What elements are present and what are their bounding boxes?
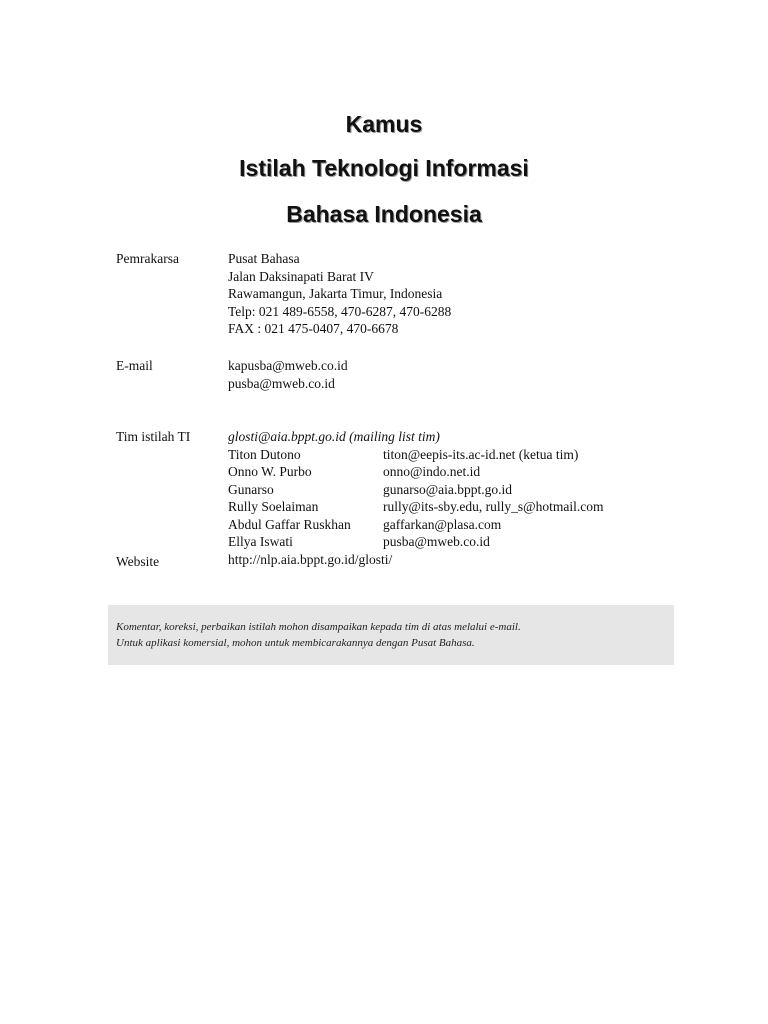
email-address[interactable]: kapusba@mweb.co.id: [228, 358, 348, 373]
mailing-list[interactable]: glosti@aia.bppt.go.id (mailing list tim): [228, 429, 440, 444]
pemrakarsa-line: Telp: 021 489-6558, 470-6287, 470-6288: [228, 303, 452, 319]
email-label: E-mail: [116, 358, 153, 373]
note-text: [116, 620, 521, 651]
member-email[interactable]: rully@its-sby.edu, rully_s@hotmail.com: [383, 499, 604, 514]
member-email[interactable]: gunarso@aia.bppt.go.id: [383, 481, 513, 497]
member-name: Abdul Gaffar Ruskhan: [228, 516, 351, 532]
title-bahasa: Bahasa Indonesia: [286, 201, 482, 227]
member-name: Onno W. Purbo: [228, 464, 312, 479]
title-kamus: Kamus: [345, 111, 423, 137]
website-url[interactable]: http://nlp.aia.bppt.go.id/glosti/: [228, 551, 393, 567]
member-email[interactable]: gaffarkan@plasa.com: [383, 516, 502, 532]
tim-emails-block: [383, 446, 603, 551]
pemrakarsa-block: [228, 250, 451, 338]
website-label: Website: [116, 554, 160, 569]
member-name: Titon Dutono: [228, 446, 301, 462]
tim-label: Tim istilah TI: [116, 429, 191, 444]
note-line: Komentar, koreksi, perbaikan istilah mohon disampaikan kepada tim di atas melalui e-mail.: [116, 621, 521, 633]
pemrakarsa-label: Pemrakarsa: [116, 251, 179, 266]
pemrakarsa-line: FAX : 021 475-0407, 470-6678: [228, 321, 399, 336]
member-email[interactable]: pusba@mweb.co.id: [383, 534, 490, 549]
member-email[interactable]: onno@indo.net.id: [383, 464, 481, 479]
member-name: Gunarso: [228, 481, 274, 497]
pemrakarsa-line: Rawamangun, Jakarta Timur, Indonesia: [228, 286, 443, 301]
pemrakarsa-line: Jalan Daksinapati Barat IV: [228, 268, 374, 284]
title-istilah: Istilah Teknologi Informasi: [239, 155, 529, 181]
note-box: [108, 605, 674, 665]
member-email[interactable]: titon@eepis-its.ac-id.net (ketua tim): [383, 446, 579, 462]
pemrakarsa-line: Pusat Bahasa: [228, 251, 300, 266]
email-address[interactable]: pusba@mweb.co.id: [228, 375, 335, 391]
member-name: Rully Soelaiman: [228, 499, 319, 514]
member-name: Ellya Iswati: [228, 534, 293, 549]
note-line: Untuk aplikasi komersial, mohon untuk membicarakannya dengan Pusat Bahasa.: [116, 636, 475, 649]
email-block: [228, 357, 348, 392]
